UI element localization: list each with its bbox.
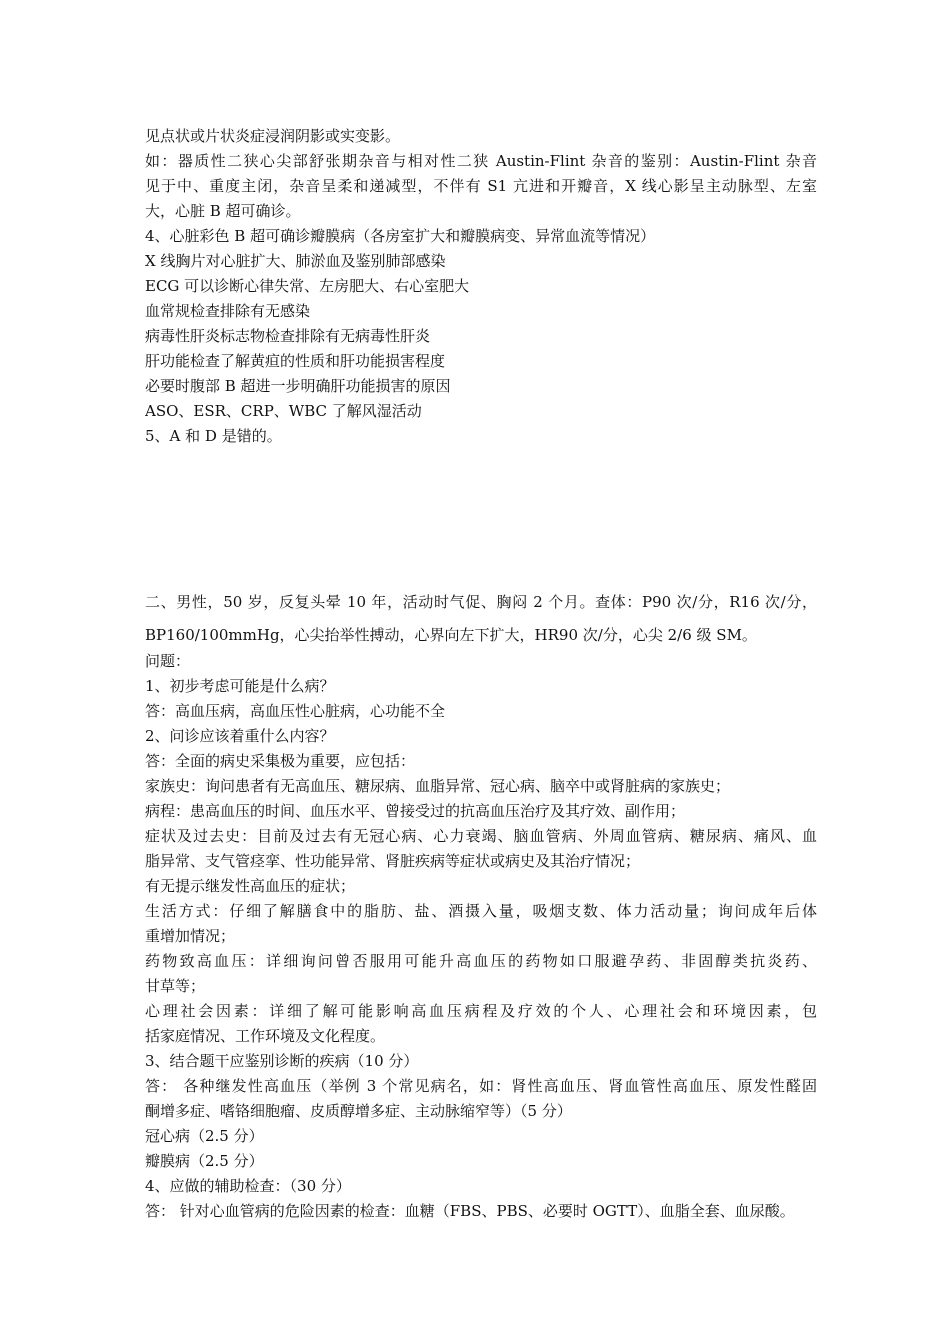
section-heading: 二、男性，50 岁，反复头晕 10 年，活动时气促、胸闷 2 个月。查体：P90 次/分，R16 次/分， — [145, 593, 817, 611]
text-line: 重增加情况； — [145, 927, 236, 945]
text-line: 2、问诊应该着重什么内容？ — [145, 727, 335, 745]
text-line: 必要时腹部 B 超进一步明确肝功能损害的原因 — [145, 377, 451, 395]
text-line: X 线胸片对心脏扩大、肺淤血及鉴别肺部感染 — [145, 252, 446, 270]
text-line: 家族史：询问患者有无高血压、糖尿病、血脂异常、冠心病、脑卒中或肾脏病的家族史； — [145, 777, 731, 795]
text-line: 酮增多症、嗜铬细胞瘤、皮质醇增多症、主动脉缩窄等）（5 分） — [145, 1102, 572, 1120]
text-line: 有无提示继发性高血压的症状； — [145, 877, 356, 895]
text-line: 如：器质性二狭心尖部舒张期杂音与相对性二狭 Austin-Flint 杂音的鉴别：Austin-Flint 杂音 — [145, 152, 817, 170]
text-line: 见于中、重度主闭，杂音呈柔和递减型，不伴有 S1 亢进和开瓣音，X 线心影呈主动脉型、左室 — [145, 177, 817, 195]
text-line: 大，心脏 B 超可确诊。 — [145, 202, 301, 220]
text-line: 见点状或片状炎症浸润阴影或实变影。 — [145, 127, 401, 145]
text-line: 肝功能检查了解黄疸的性质和肝功能损害程度 — [145, 352, 446, 370]
text-line: 脂异常、支气管痉挛、性功能异常、肾脏疾病等症状或病史及其治疗情况； — [145, 852, 641, 870]
text-line: 心理社会因素：详细了解可能影响高血压病程及疗效的个人、心理社会和环境因素，包 — [145, 1002, 817, 1020]
text-line: BP160/100mmHg，心尖抬举性搏动，心界向左下扩大，HR90 次/分，心尖 2/6 级 SM。 — [145, 626, 757, 644]
text-line: 甘草等； — [145, 977, 206, 995]
text-line: 病毒性肝炎标志物检查排除有无病毒性肝炎 — [145, 327, 431, 345]
text-line: 4、应做的辅助检查：（30 分） — [145, 1177, 351, 1195]
text-line: 瓣膜病（2.5 分） — [145, 1152, 264, 1170]
text-line: 病程：患高血压的时间、血压水平、曾接受过的抗高血压治疗及其疗效、副作用； — [145, 802, 686, 820]
text-line: 3、结合题干应鉴别诊断的疾病（10 分） — [145, 1052, 419, 1070]
text-line: 答：全面的病史采集极为重要，应包括： — [145, 752, 416, 770]
text-line: 4、心脏彩色 B 超可确诊瓣膜病（各房室扩大和瓣膜病变、异常血流等情况） — [145, 227, 656, 245]
text-line: 症状及过去史：目前及过去有无冠心病、心力衰竭、脑血管病、外周血管病、糖尿病、痛风、血 — [145, 827, 817, 845]
text-line: 问题： — [145, 652, 191, 670]
text-line: 括家庭情况、工作环境及文化程度。 — [145, 1027, 386, 1045]
text-line: ECG 可以诊断心律失常、左房肥大、右心室肥大 — [145, 277, 470, 295]
text-line: 生活方式：仔细了解膳食中的脂肪、盐、酒摄入量，吸烟支数、体力活动量；询问成年后体 — [145, 902, 817, 920]
text-line: ASO、ESR、CRP、WBC 了解风湿活动 — [145, 402, 422, 420]
text-line: 血常规检查排除有无感染 — [145, 302, 311, 320]
text-line: 5、A 和 D 是错的。 — [145, 427, 282, 445]
text-line: 答： 各种继发性高血压（举例 3 个常见病名，如：肾性高血压、肾血管性高血压、原发性醛固 — [145, 1077, 817, 1095]
text-line: 1、初步考虑可能是什么病？ — [145, 677, 335, 695]
text-line: 冠心病（2.5 分） — [145, 1127, 264, 1145]
text-line: 药物致高血压：详细询问曾否服用可能升高血压的药物如口服避孕药、非固醇类抗炎药、 — [145, 952, 817, 970]
text-line: 答：高血压病，高血压性心脏病，心功能不全 — [145, 702, 446, 720]
text-line: 答： 针对心血管病的危险因素的检查：血糖（FBS、PBS、必要时 OGTT）、血脂全套、血尿酸。 — [145, 1202, 795, 1220]
